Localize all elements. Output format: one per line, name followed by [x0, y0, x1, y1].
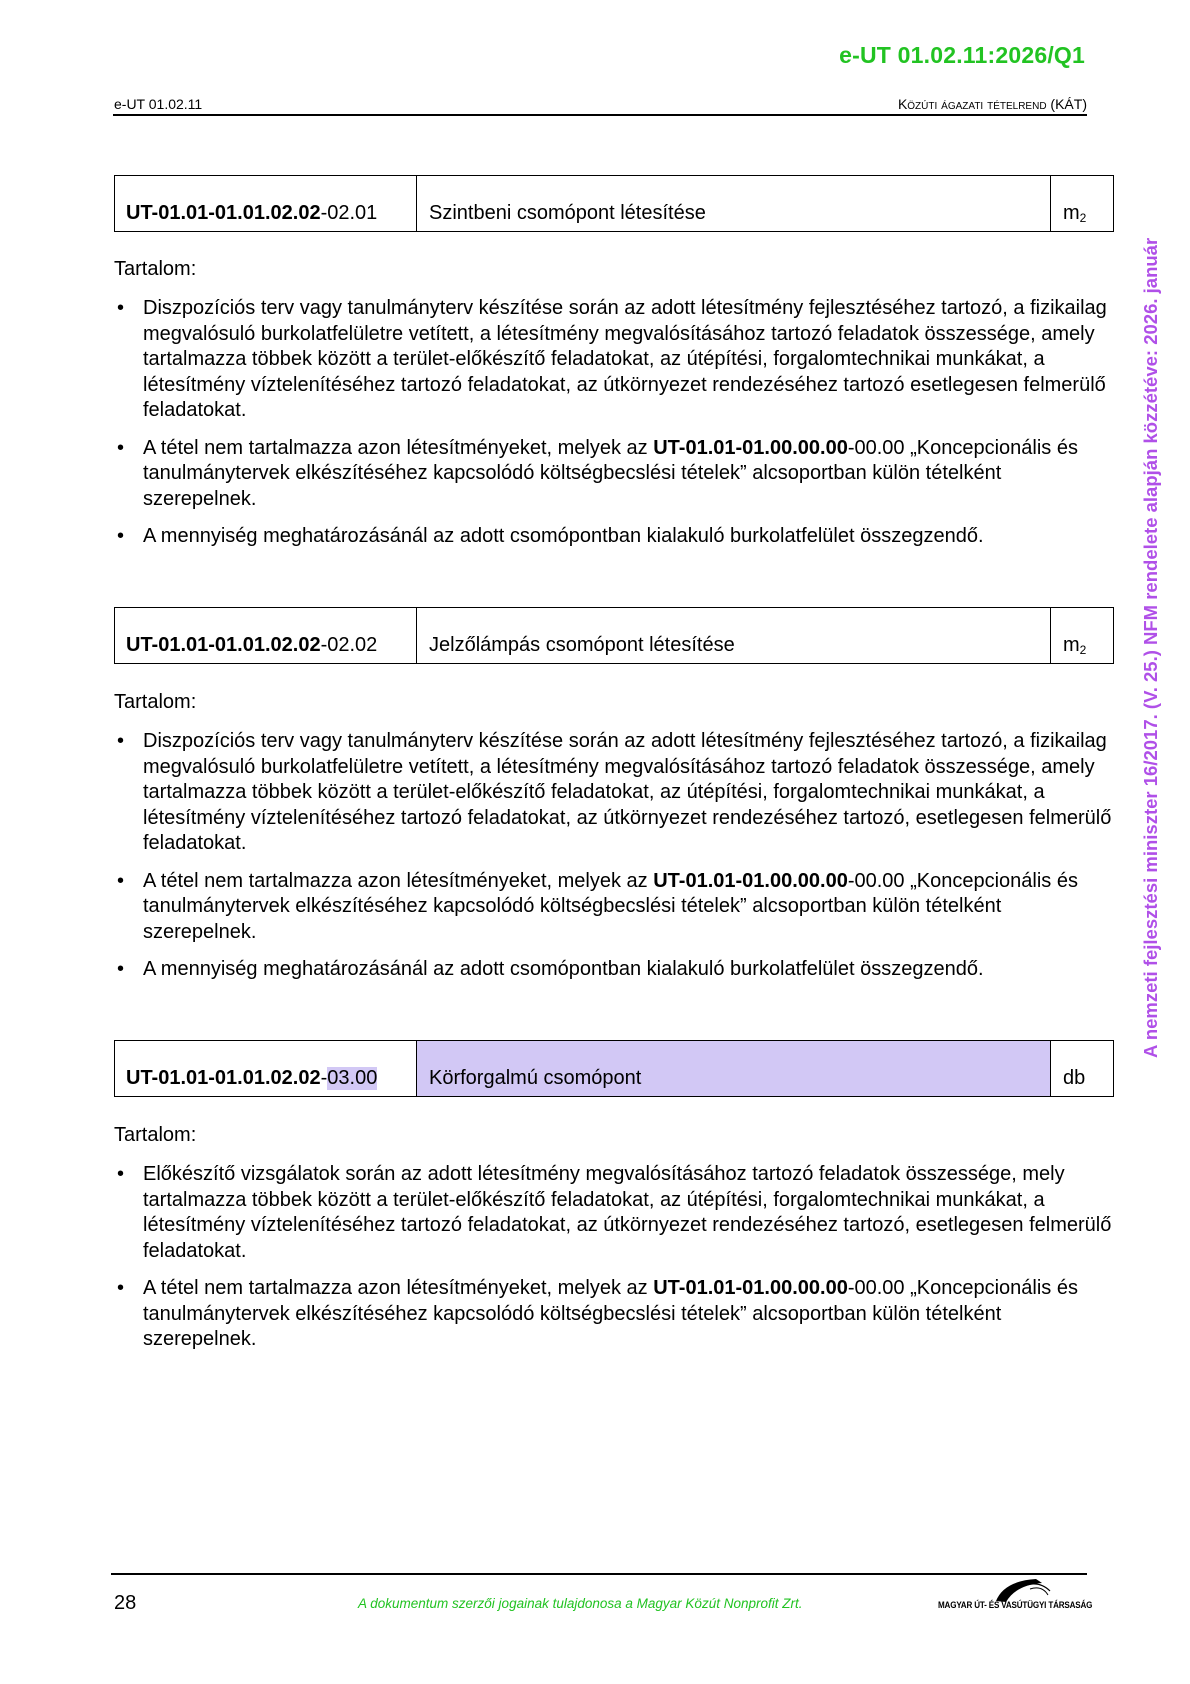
item-name: Szintbeni csomópont létesítése: [417, 176, 1051, 231]
item-code-bold: UT-01.01-01.01.02.02: [126, 202, 321, 224]
reference-code: UT-01.01-01.00.00.00: [653, 869, 848, 892]
copyright-notice: A dokumentum szerzői jogainak tulajdonosa a Magyar Közút Nonprofit Zrt.: [358, 1596, 803, 1611]
item-code-dash: -: [320, 1067, 328, 1089]
content-bullets: [114, 729, 1114, 995]
reference-code: UT-01.01-01.00.00.00: [653, 1277, 848, 1299]
bullet-item: • Előkészítő vizsgálatok során az adott létesítmény megvalósításához tartozó feladatok összessége, mely tartalmazza többek között a terület-előkészítő feladatokat, az útépítési, forgalomtechnikai munkákat, a létesítmény víztelenítéséhez tartozó feladatokat, az útkörnyezet rendezéséhez tartozó, esetlegesen felmerülő feladatokat.: [117, 1163, 1112, 1262]
item-code-bold: UT-01.01-01.01.02.02: [126, 634, 321, 656]
bullet-item: • Diszpozíciós terv vagy tanulmányterv készítése során az adott létesítmény fejlesztéséhez tartozó, a fizikailag megvalósuló burkolatfelületre vetített, a létesítmény megvalósításához tartozó feladatok összessége, amely tartalmazza többek között a terület-előkészítő feladatokat, az útépítési, forgalomtechnikai munkákat, a létesítmény víztelenítéséhez tartozó feladatokat, az útkörnyezet rendezéséhez tartozó, esetlegesen felmerülő feladatokat.: [117, 730, 1112, 854]
item-code-bold: UT-01.01-01.01.02.02: [126, 1067, 321, 1089]
page-number: 28: [114, 1592, 137, 1614]
bullet-item: • A tétel nem tartalmazza azon létesítményeket, melyek az UT-01.01-01.00.00.00-00.00 „Koncepcionális és tanulmánytervek elkészítéséhez kapcsolódó költségbecslési tételek” alcsoportban külön tételként szerepelnek.: [117, 1277, 1078, 1350]
item-code-suffix-highlighted: 03.00: [327, 1067, 378, 1089]
item-code-suffix: -02.02: [320, 634, 378, 656]
item-table: [114, 607, 1114, 664]
logo-text: MAGYAR ÚT- ÉS VASÚTÜGYI TÁRSASÁG: [938, 1600, 1093, 1611]
item-code: [115, 608, 417, 663]
bullet-dot-icon: •: [117, 297, 125, 319]
reference-code: UT-01.01-01.00.00.00: [653, 436, 848, 459]
item-unit: [1051, 608, 1113, 663]
item-table: [114, 175, 1114, 232]
content-label: Tartalom:: [114, 1124, 197, 1146]
bullet-item: • A tétel nem tartalmazza azon létesítményeket, melyek az UT-01.01-01.00.00.00-00.00 „Koncepcionális és tanulmánytervek elkészítéséhez kapcsolódó költségbecslési tételek” alcsoportban külön tételként szerepelnek.: [117, 436, 1078, 510]
header-divider: [113, 114, 1087, 116]
unit-base: m: [1063, 634, 1080, 656]
bullet-item: • A tétel nem tartalmazza azon létesítményeket, melyek az UT-01.01-01.00.00.00-00.00 „Koncepcionális és tanulmánytervek elkészítéséhez kapcsolódó költségbecslési tételek” alcsoportban külön tételként szerepelnek.: [117, 869, 1078, 943]
item-table: [114, 1040, 1114, 1097]
document-code: e-UT 01.02.11:2026/Q1: [839, 42, 1085, 68]
bullet-dot-icon: •: [117, 436, 125, 459]
content-bullets: [114, 1162, 1114, 1365]
unit-exponent: 2: [1079, 643, 1087, 657]
item-code: [115, 1041, 417, 1096]
bullet-dot-icon: •: [117, 730, 125, 752]
content-bullets: [114, 296, 1114, 562]
side-publication-note: A nemzeti fejlesztési miniszter 16/2017. (V. 25.) NFM rendelete alapján közzétéve: 2026. január: [1140, 237, 1161, 1058]
bullet-item: • A mennyiség meghatározásánál az adott csomópontban kialakuló burkolatfelület összegzendő.: [114, 957, 1114, 983]
item-name: Jelzőlámpás csomópont létesítése: [417, 608, 1051, 663]
bullet-item: • A mennyiség meghatározásánál az adott csomópontban kialakuló burkolatfelület összegzendő.: [114, 524, 1114, 550]
header-left-label: e-UT 01.02.11: [114, 96, 203, 112]
bullet-dot-icon: •: [117, 1277, 125, 1299]
unit-exponent: 2: [1079, 211, 1087, 225]
bullet-dot-icon: •: [117, 958, 125, 980]
content-label: Tartalom:: [114, 258, 197, 280]
bullet-dot-icon: •: [117, 869, 125, 892]
bullet-dot-icon: •: [117, 525, 125, 547]
unit-base: m: [1063, 202, 1080, 224]
bullet-item: • Diszpozíciós terv vagy tanulmányterv készítése során az adott létesítmény fejlesztéséhez tartozó, a fizikailag megvalósuló burkolatfelületre vetített, a létesítmény megvalósításához tartozó feladatok összessége, amely tartalmazza többek között a terület-előkészítő feladatokat, az útépítési, forgalomtechnikai munkákat, a létesítmény víztelenítéséhez tartozó feladatokat, az útkörnyezet rendezéséhez tartozó esetlegesen felmerülő feladatokat.: [117, 297, 1107, 421]
item-unit: [1051, 176, 1113, 231]
publisher-logo: [938, 1575, 1093, 1615]
item-code-suffix: -02.01: [320, 202, 378, 224]
item-code: [115, 176, 417, 231]
content-label: Tartalom:: [114, 691, 197, 713]
road-arc-logo-icon: [938, 1575, 1088, 1603]
header-right-label: Közúti ágazati tételrend (KÁT): [897, 96, 1087, 112]
item-name: Körforgalmú csomópont: [417, 1041, 1051, 1096]
item-unit: db: [1063, 1067, 1086, 1089]
bullet-dot-icon: •: [117, 1163, 125, 1185]
